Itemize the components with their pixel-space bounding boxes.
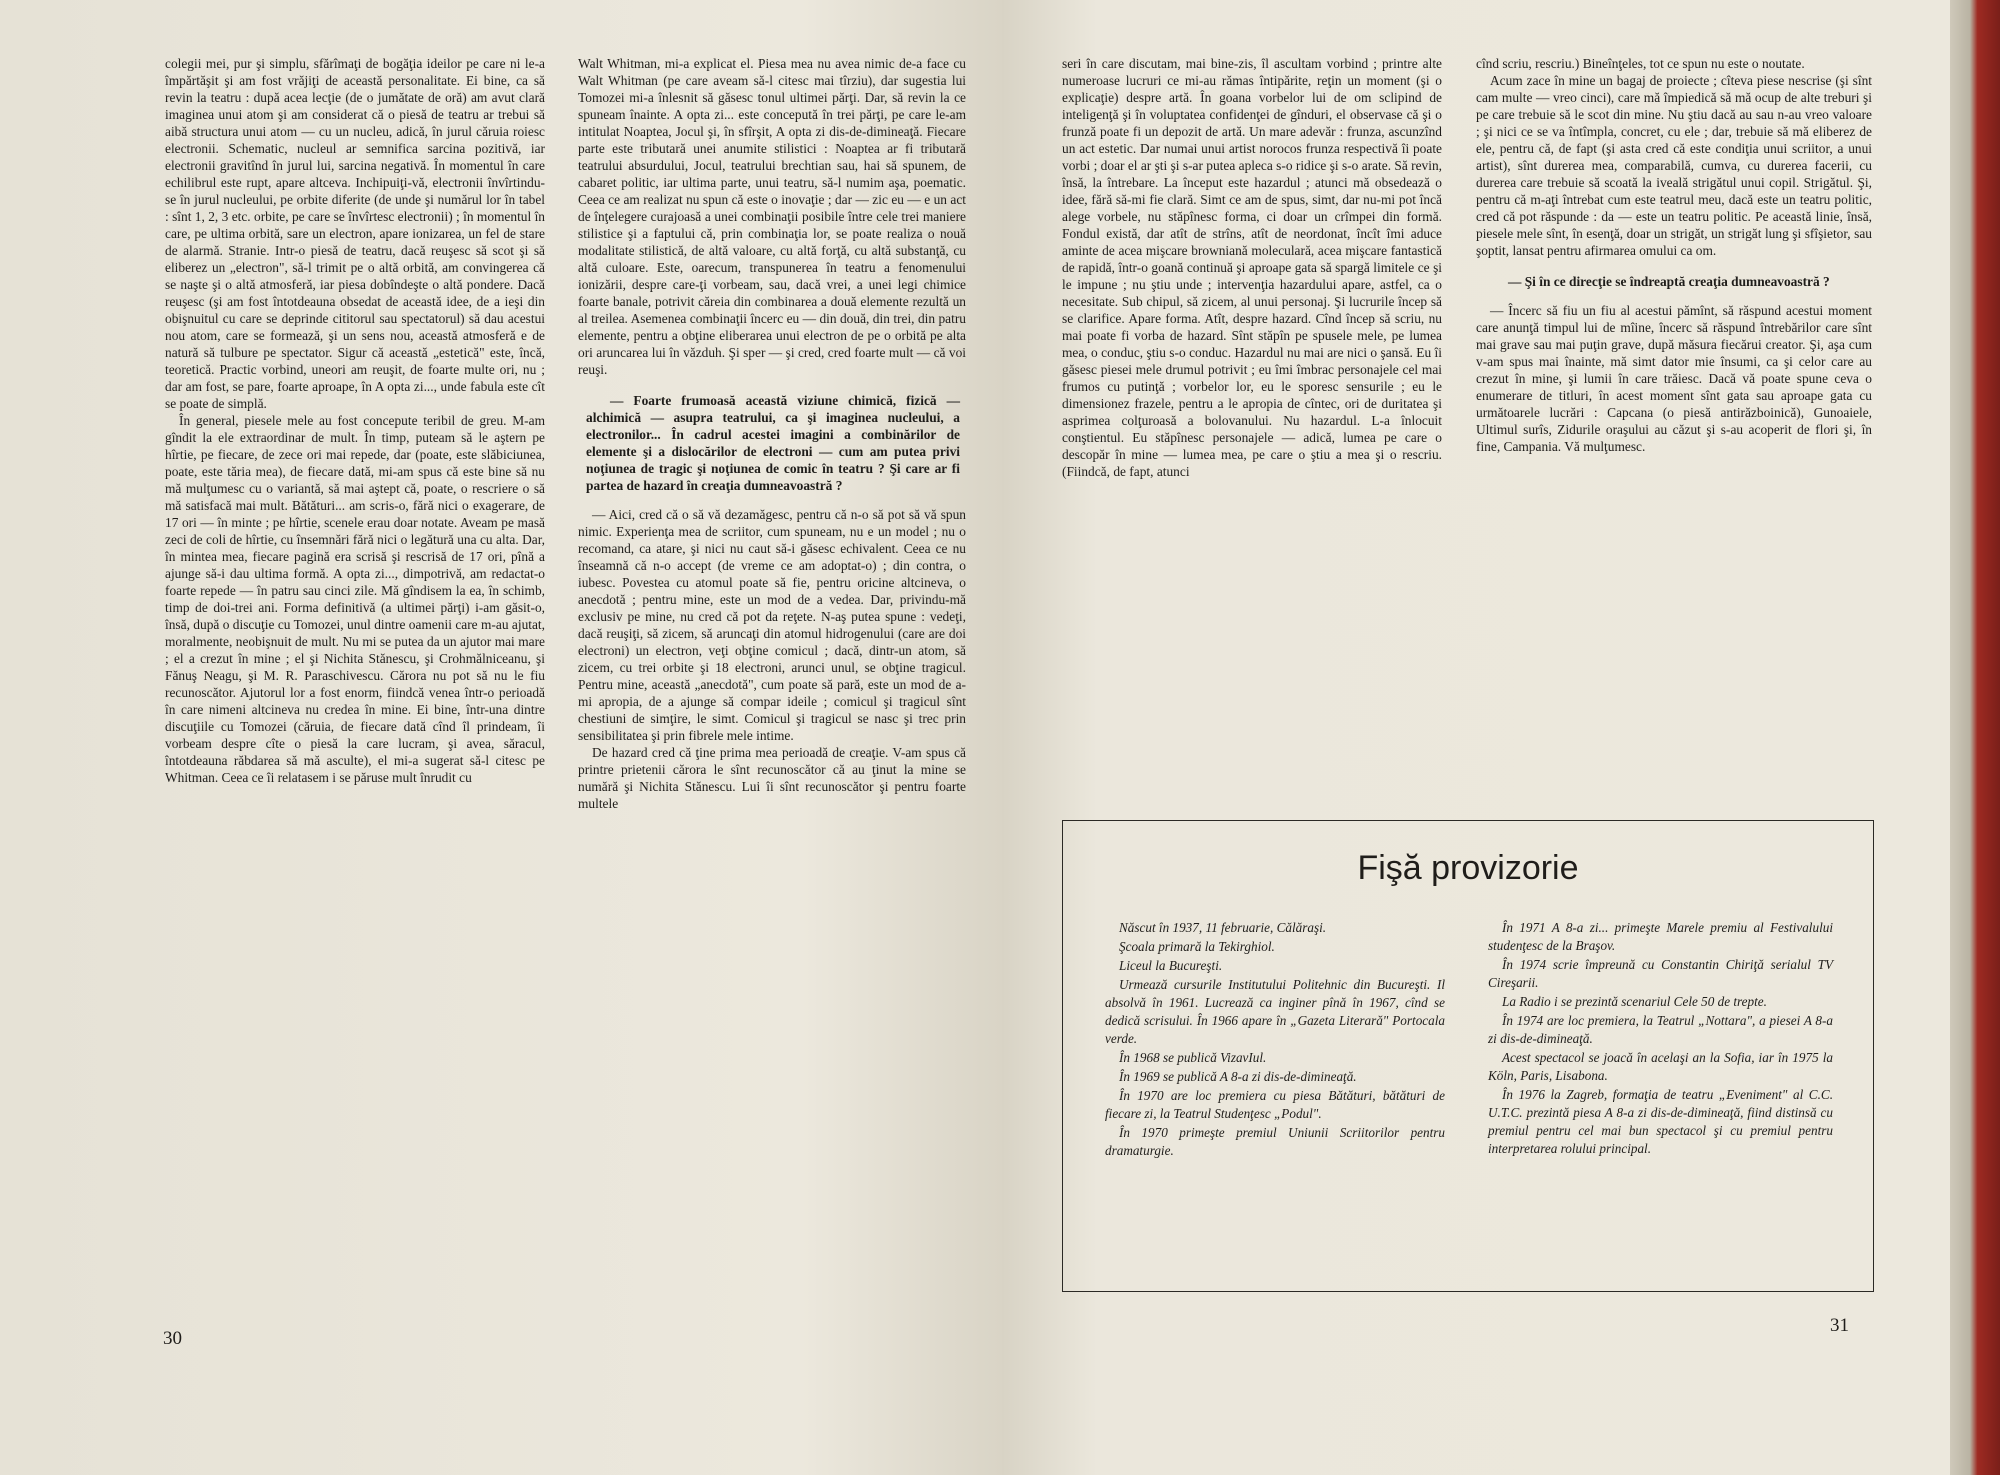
bio-entry: În 1970 primeşte premiul Uniunii Scriitorilor pentru dramaturgie. xyxy=(1105,1125,1445,1158)
bio-entry: Urmează cursurile Institutului Politehnic din Bucureşti. Il absolvă în 1961. Lucrează ca inginer pînă în 1967, cînd se dedică scrisului. În 1966 apare în „Gazeta Literară" Portocala verde. xyxy=(1105,977,1445,1046)
paragraph: seri în care discutam, mai bine-zis, îl ascultam vorbind ; printre alte numeroase lucruri ce mi-au rămas întipărite, reţin un moment (şi o explicaţie) despre artă. În goana vorbelor lui de om sclipind de inteligenţă şi în voluptatea confidenţei de gînduri, el observase că şi o frunză poate fi un depozit de artă. Un mare adevăr : frunza, ascunzînd un act estetic. Dar numai unui artist norocos frunza respectivă îi poate vorbi ; doar el ar şti şi s-ar putea apleca s-o ridice şi s-o arate. Să revin, însă, la întrebare. La început este hazardul ; atunci mă obsedează o idee, fără să-mi fie clară. Simt ce am de spus, simt, dar nu-mi pot încă alege vorbele, nu stăpînesc forma, ci doar un crîmpei din formă. Fondul există, dar atît de strîns, atît de neordonat, încît îmi aduce aminte de acea mişcare browniană moleculară, acea mişcare fantastică de rapidă, într-o goană continuă şi aproape gata să spargă limitele ce şi le impune ; nu ştiu unde ; intervenţia hazardului apare, astfel, ca o necesitate. Sub chipul, să zicem, al unui personaj. Şi lucrurile încep să se clarifice. Apare forma. Atît, despre hazard. Cînd încep să scriu, nu mai poate fi vorba de hazard. Sînt stăpîn pe spusele mele, pe lumea mea, o conduc, ştiu s-o conduc. Hazardul nu mai are nici o şansă. Eu îi găsesc piesei mele drumul potrivit ; eu îmi îmbrac personajele cel mai frumos cu putinţă ; vorbelor lor, eu le sporesc sensurile ; eu le dimensionez frazele, pentru a le apropia de cîntec, ori de duritatea şi asprimea colţuroasă a bolovanului. Nu hazardul. L-a înlocuit conştientul. Eu stăpînesc personajele — adică, lumea pe care o descopăr în mine — lumea mea, pe care o ştiu a mea şi o rescriu. (Fiindcă, de fapt, atunci xyxy=(1062,56,1442,479)
bio-entry: Şcoala primară la Tekirghiol. xyxy=(1119,939,1275,954)
biography-box xyxy=(1062,820,1874,1292)
page-number: 31 xyxy=(1830,1315,1849,1336)
paragraph: În general, piesele mele au fost concepute teribil de greu. M-am gîndit la ele extraordinar de mult. În timp, puteam să le aştern pe hîrtie, pe fiecare, de zece ori mai repede, dar (poate, este slăbiciunea, poate, este tăria mea), de fiecare dată, mi-am spus că este bine să nu mă mulţumesc cu o variantă, să mai aştept că, poate, o rescriere o să mă satisfacă mai mult. Bătături... am scris-o, fără nici o exagerare, de 17 ori — în minte ; pe hîrtie, scenele erau doar notate. Aveam pe masă zeci de coli de hîrtie, cu însemnări fără nici o legătură una cu alta. Dar, în mintea mea, fiecare pagină era scrisă şi rescrisă de 17 ori, pînă a ajunge să-i dau ultima formă. A opta zi..., dimpotrivă, am redactat-o foarte repede — în patru sau cinci zile. Mă gîndisem la ea, în schimb, timp de doi-trei ani. Forma definitivă (a ultimei părţi) i-am găsit-o, însă, după o discuţie cu Tomozei, unul dintre oamenii care m-au ajutat, moralmente, neobişnuit de mult. Nu mi se putea da un ajutor mai mare ; el a crezut în mine ; el şi Nichita Stănescu, şi Crohmălniceanu, şi Fănuş Neagu, şi M. R. Paraschivescu. Cărora nu pot să nu le fiu recunoscător. Ajutorul lor a fost enorm, fiindcă venea într-o perioadă în care nimeni altcineva nu credea în mine. Ei bine, într-una dintre discuţiile cu Tomozei (căruia, de fiecare dată cînd îl prindeam, îi vorbeam despre cîte o piesă la care lucram, şi avea, săracul, întotdeauna răbdarea să mă asculte), el mi-a sugerat să-l citesc pe Whitman. Ceea ce îi relatasem i se păruse mult înrudit cu xyxy=(165,413,545,785)
left-column-1 xyxy=(165,55,545,1280)
bio-entry: În 1968 se publică VizavIul. xyxy=(1119,1050,1267,1065)
book-cover-edge xyxy=(1950,0,2000,1475)
bio-entry: Acest spectacol se joacă în acelaşi an la Sofia, iar în 1975 la Köln, Paris, Lisabona. xyxy=(1488,1050,1833,1083)
biography-column-2 xyxy=(1488,919,1833,1159)
paragraph: Acum zace în mine un bagaj de proiecte ; cîteva piese nescrise (şi sînt cam multe — vreo cinci), care mă împiedică să mă ocup de alte treburi şi pe care trebuie să le scot din mine. Nu ştiu dacă au sau n-au vreo valoare ; şi nici ce se va întîmpla, concret, cu ele ; dar, trebuie să mă eliberez de ele, pentru că, de fapt (şi asta cred că este condiţia unui scriitor, a unui artist), sînt durerea mea, comparabilă, cumva, cu durerea facerii, cu durerea care trebuie să scoată la iveală strigătul unui copil. Strigătul. Şi, pentru că m-aţi întrebat cum este teatrul meu, dacă este un teatru politic, cred că pot răspunde : da — este un teatru politic. Pe această linie, însă, piesele mele sînt, în esenţă, doar un strigăt, un strigăt lung şi sfîşietor, sau şoptit, lansat pentru afirmarea omului ca om. xyxy=(1476,73,1872,258)
paragraph: colegii mei, pur şi simplu, sfărîmaţi de bogăţia ideilor pe care ni le-a împărtăşit şi am fost vrăjiţi de această personalitate. Ei bine, ca să revin la teatru : după acea lecţie (de o jumătate de oră) am avut clară imaginea unui atom şi am considerat că o piesă de teatru ar trebui să aibă structura unui atom — cu un nucleu, adică, în jurul căruia roiesc electronii. Schematic, nucleul ar semnifica sarcina pozitivă, iar electronii gravitînd în jurul lui, sarcina negativă. În momentul în care echilibrul este rupt, apare altceva. Inchipuiţi-vă, electronii învîrtindu-se în jurul nucleului, pe orbite diferite (de unde şi numărul lor în tabel : sînt 1, 2, 3 etc. orbite, pe care se învîrtesc electronii) ; în momentul în care, pe ultima orbită, sare un electron, apare ionizarea, un fel de stare de alarmă. Stranie. Intr-o piesă de teatru, dacă reuşesc să scot şi să eliberez un „electron", să-l trimit pe o altă orbită, am convingerea că se naşte şi o altă atmosferă, iar piesa dobîndeşte o altă pondere. Dacă reuşesc (şi am fost întotdeauna obsedat de această idee, de a ieşi din obişnuitul cu care se deprinde cititorul sau spectatorul) să dau acestui nou atom, care se formează, şi un sens nou, această atmosferă e de natură să tulbure pe spectator. Sigur că această „estetică" este, încă, teoretică. Practic vorbind, uneori am reuşit, de foarte multe ori, nu ; dar am fost, se pare, foarte aproape, în A opta zi..., unde fabula este cît se poate de simplă. xyxy=(165,56,545,411)
bio-entry: La Radio i se prezintă scenariul Cele 50 de trepte. xyxy=(1502,994,1767,1009)
question-text: — Foarte frumoasă această viziune chimică, fizică — alchimică — asupra teatrului, ca şi imaginea nucleului, a electronilor... În cadrul acestei imagini a combinărilor de elemente şi a dislocărilor de electroni — cum am putea privi noţiunea de tragic şi noţiunea de comic în teatru ? Şi care ar fi partea de hazard în creaţia dumneavoastră ? xyxy=(586,393,960,493)
page-number: 30 xyxy=(163,1328,182,1349)
interview-question xyxy=(578,392,966,494)
bio-entry: În 1971 A 8-a zi... primeşte Marele premiu al Festivalului studenţesc de la Braşov. xyxy=(1488,920,1833,953)
bio-entry: În 1974 are loc premiera, la Teatrul „Nottara", a piesei A 8-a zi dis-de-dimineaţă. xyxy=(1488,1013,1833,1046)
right-column-1 xyxy=(1062,55,1442,775)
bio-entry: În 1969 se publică A 8-a zi dis-de-dimineaţă. xyxy=(1119,1069,1357,1084)
bio-entry: În 1974 scrie împreună cu Constantin Chiriţă serialul TV Cireşarii. xyxy=(1488,957,1833,990)
bio-entry: În 1976 la Zagreb, formaţia de teatru „Eveniment" al C.C. U.T.C. prezintă piesa A 8-a zi dis-de-dimineaţă, fiind distinsă cu premiul pentru cel mai bun spectacol şi cu premiul pentru interpretarea rolului principal. xyxy=(1488,1087,1833,1156)
bio-entry: În 1970 are loc premiera cu piesa Bătături, bătături de fiecare zi, la Teatrul Studenţesc „Podul". xyxy=(1105,1088,1445,1121)
box-title: Fişă provizorie xyxy=(1357,849,1579,887)
paragraph: — Aici, cred că o să vă dezamăgesc, pentru că n-o să pot să vă spun nimic. Experienţa mea de scriitor, cum spuneam, nu e un model ; nu o recomand, ca atare, şi nici nu caut să-i găsesc echivalent. Ceea ce nu înseamnă că n-o accept (de vreme ce am adoptat-o) ; din contra, o iubesc. Povestea cu atomul poate să fie, pentru oricine altcineva, o anecdotă ; pentru mine, este un mod de a vedea. Dar, privindu-mă exclusiv pe mine, nu cred că pot da reţete. N-aş putea spune : vedeţi, dacă reuşiţi, să zicem, să aruncaţi din atomul hidrogenului (care are doi electroni) un electron, veţi obţine comicul ; dacă, dintr-un atom, să zicem, cu trei orbite şi 18 electroni, arunci unul, se obţine tragicul. Pentru mine, această „anecdotă", cum poate să pară, este un mod de a-mi apropia, de a ajunge să compar ideile ; comicul şi tragicul sînt chestiuni de simţire, le simt. Comicul şi tragicul se nasc şi trec prin sensibilitatea şi prin fibrele mele intime. xyxy=(578,507,966,743)
interview-question xyxy=(1476,273,1872,290)
paragraph: Walt Whitman, mi-a explicat el. Piesa mea nu avea nimic de-a face cu Walt Whitman (pe care aveam să-l citesc mai tîrziu), dar sugestia lui Tomozei mi-a înlesnit să găsesc tonul ultimei părţi. Dar, să revin la ce spuneam înainte. A opta zi... este concepută în trei părţi, pe care le-am intitulat Noaptea, Jocul şi, în sfîrşit, A opta zi dis-de-dimineaţă. Fiecare parte este tributară unei anumite stilistici : Noaptea ar fi tributară teatrului absurdului, Jocul, teatrului brechtian sau, hai să spunem, de cabaret politic, iar ultima parte, unui teatru, să-l numim aşa, poematic. Ceea ce am realizat nu spun că este o inovaţie ; dar — zic eu — e un act de înţelegere curajoasă a unei combinaţii posibile între cele trei maniere stilistice şi a faptului că, prin combinaţia lor, se poate realiza o nouă modalitate stilistică, de altă valoare, cu altă forţă, cu altă substanţă, cu altă culoare. Este, oarecum, transpunerea în teatru a fenomenului ionizării, despre care-ţi vorbeam, sau, dacă vrei, a unei legi chimice foarte banale, potrivit căreia din combinarea a două elemente rezultă un al treilea. Asemenea combinaţii încerc eu — din două, din trei, din patru elemente, pentru a obţine eliberarea unui electron de pe o orbită pe alta ori aruncarea lui în văzduh. Şi sper — şi cred, cred foarte mult — că voi reuşi. xyxy=(578,56,966,377)
right-column-2 xyxy=(1476,55,1872,775)
bio-entry: Născut în 1937, 11 februarie, Călăraşi. xyxy=(1119,920,1327,935)
question-text: — Şi în ce direcţie se îndreaptă creaţia dumneavoastră ? xyxy=(1508,274,1830,289)
bio-entry: Liceul la Bucureşti. xyxy=(1119,958,1223,973)
paragraph: — Încerc să fiu un fiu al acestui pămînt, să răspund acestui moment care anunţă timpul lui de mîine, încerc să răspund întrebărilor care sînt mai grave sau mai puţin grave, după măsura fiecărui creator. Şi, aşa cum v-am spus mai înainte, mă simt dator mie însumi, ca şi celor care au crezut în mine, şi lumii în care trăiesc. Dacă vă poate spune ceva o enumerare de titluri, în acest moment sînt gata sau aproape gata cu următoarele lucrări : Capcana (o piesă antirăzboinică), Gunoaiele, Ultimul surîs, Zidurile oraşului au căzut şi s-au acoperit de flori şi, în fine, Campania. Vă mulţumesc. xyxy=(1476,303,1872,454)
left-column-2 xyxy=(578,55,966,1280)
right-page xyxy=(1002,0,1950,1475)
paragraph: De hazard cred că ţine prima mea perioadă de creaţie. V-am spus că printre prietenii cărora le sînt recunoscător că au ţinut la mine se numără şi Nichita Stănescu. Lui îi sînt recunoscător şi pentru foarte multele xyxy=(578,745,966,811)
paragraph: cînd scriu, rescriu.) Bineînţeles, tot ce spun nu este o noutate. xyxy=(1476,56,1805,71)
biography-column-1 xyxy=(1105,919,1445,1161)
